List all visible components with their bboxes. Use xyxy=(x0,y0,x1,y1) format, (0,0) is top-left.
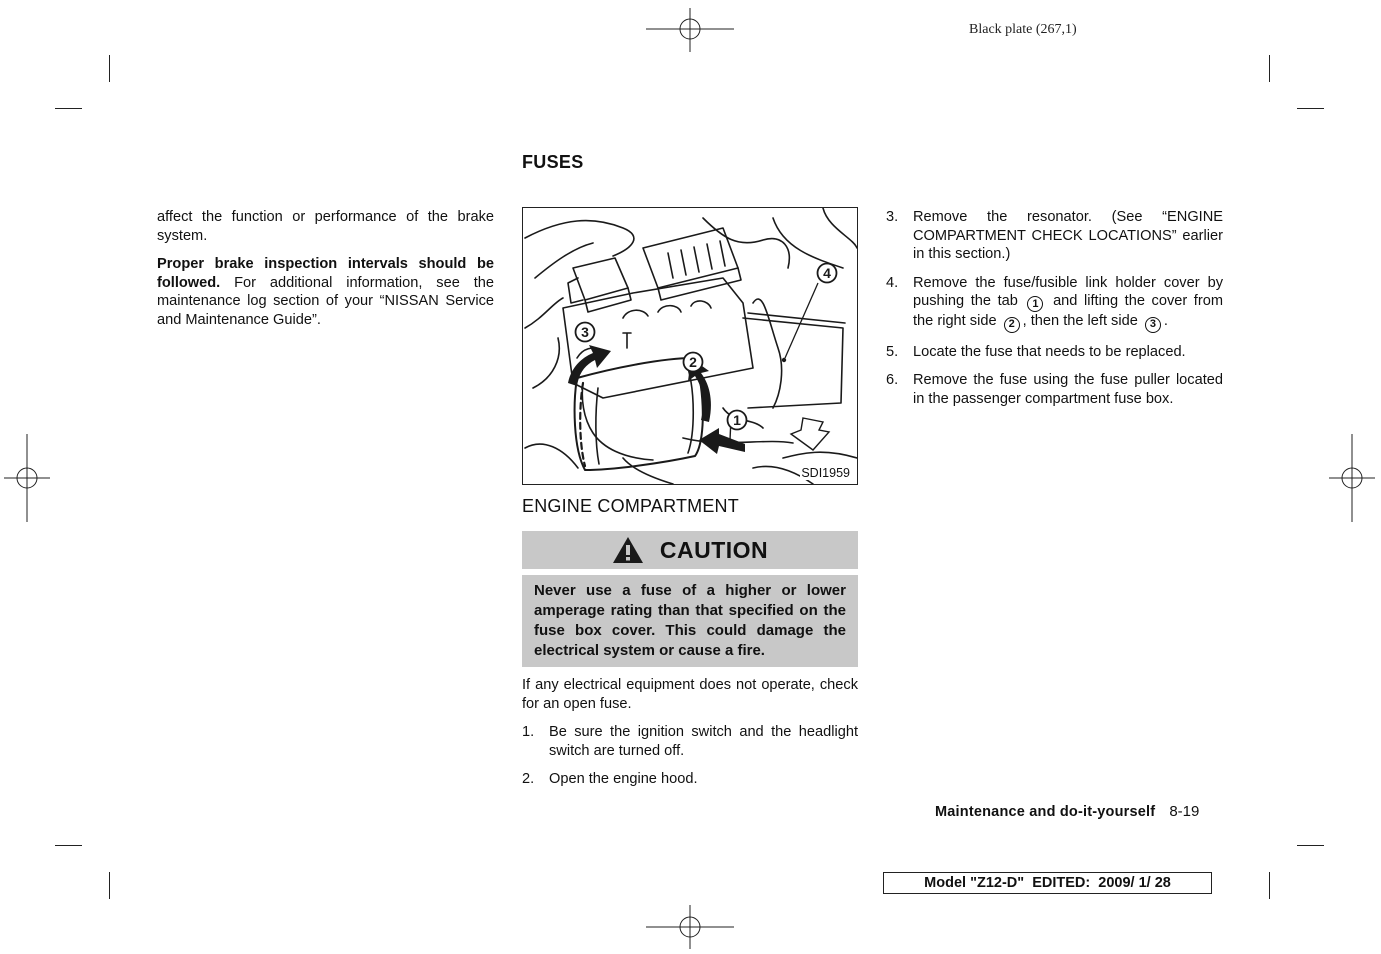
warning-triangle-icon xyxy=(612,536,644,564)
left-para-1: affect the function or performance of the brake system. xyxy=(157,209,494,244)
model-prefix: Model " xyxy=(924,875,977,891)
model-suffix: " EDITED: 2009/ 1/ 28 xyxy=(1017,875,1171,891)
right-column xyxy=(886,208,1223,418)
intro-paragraph: If any electrical equipment does not operate, check for an open fuse. xyxy=(522,677,858,712)
callout-2-label: 2 xyxy=(689,354,697,370)
callout-4 xyxy=(818,264,837,283)
fuse-holder-figure xyxy=(522,207,858,485)
callout-2 xyxy=(684,353,703,372)
subsection-title: ENGINE COMPARTMENT xyxy=(522,496,739,516)
step-2-text: Open the engine hood. xyxy=(549,771,698,787)
section-title: FUSES xyxy=(522,152,584,172)
figure-label: SDI1959 xyxy=(801,466,850,480)
registration-mark-top xyxy=(646,8,734,52)
step-4-text-d: . xyxy=(1163,313,1168,330)
registration-mark-left xyxy=(4,434,50,522)
step-6-number: 6. xyxy=(886,372,899,388)
circled-2: 2 xyxy=(1004,317,1020,333)
left-column xyxy=(157,208,494,339)
step-4-text-c: , then the left side xyxy=(1022,313,1138,330)
step-5-text: Locate the fuse that needs to be replaced. xyxy=(913,343,1186,360)
step-4-text-a: Remove the fuse/fusible link holder cover by pushing the tab xyxy=(913,274,1223,309)
fuse-holder-illustration xyxy=(523,208,857,484)
list-item xyxy=(522,723,858,760)
step-4-text-b: and lifting the cover from the right side xyxy=(913,293,1223,330)
callout-3 xyxy=(576,323,595,342)
step-2-number: 2. xyxy=(522,771,535,787)
step-6-text: Remove the fuse using the fuse puller located in the passenger compartment fuse box. xyxy=(913,372,1223,407)
callout-4-label: 4 xyxy=(823,265,831,281)
step-1-number: 1. xyxy=(522,724,535,740)
list-item xyxy=(886,208,1223,264)
list-item xyxy=(886,274,1223,333)
step-5-number: 5. xyxy=(886,343,899,360)
step-4-number: 4. xyxy=(886,274,899,291)
circled-1: 1 xyxy=(1027,296,1043,312)
step-1-text: Be sure the ignition switch and the headlight switch are turned off. xyxy=(549,724,858,759)
footer-section xyxy=(935,803,1199,820)
circled-3: 3 xyxy=(1145,317,1161,333)
list-item xyxy=(522,770,858,789)
footer-section-name: Maintenance and do-it-yourself xyxy=(935,804,1156,820)
caution-header xyxy=(522,531,858,569)
step-3-text: Remove the resonator. (See “ENGINE COMPARTMENT CHECK LOCATIONS” earlier in this section.) xyxy=(913,209,1223,262)
list-item xyxy=(886,371,1223,408)
registration-mark-right xyxy=(1329,434,1375,522)
registration-mark-bottom xyxy=(646,905,734,949)
caution-body: Never use a fuse of a higher or lower amperage rating than that specified on the fuse box cover. This could damage the electrical system or cause a fire. xyxy=(522,575,858,667)
step-3-number: 3. xyxy=(886,209,899,225)
caution-heading: CAUTION xyxy=(659,536,769,563)
callout-1-label: 1 xyxy=(733,412,741,428)
left-para-2-bold: Proper brake inspection intervals should be followed. xyxy=(157,256,494,291)
page-number: 8-19 xyxy=(1169,803,1200,820)
list-item xyxy=(886,343,1223,362)
middle-column-text xyxy=(522,676,858,799)
step-4-text xyxy=(913,274,1223,333)
plate-label: Black plate (267,1) xyxy=(969,22,1077,37)
left-para-2-text: For additional information, see the maintenance log section of your “NISSAN Service and Maintenance Guide”. xyxy=(157,274,494,328)
left-para-2 xyxy=(157,255,494,329)
model-code: Z12-D xyxy=(976,875,1018,891)
callout-3-label: 3 xyxy=(581,324,589,340)
callout-1 xyxy=(728,411,747,430)
model-edited-box xyxy=(883,872,1212,894)
